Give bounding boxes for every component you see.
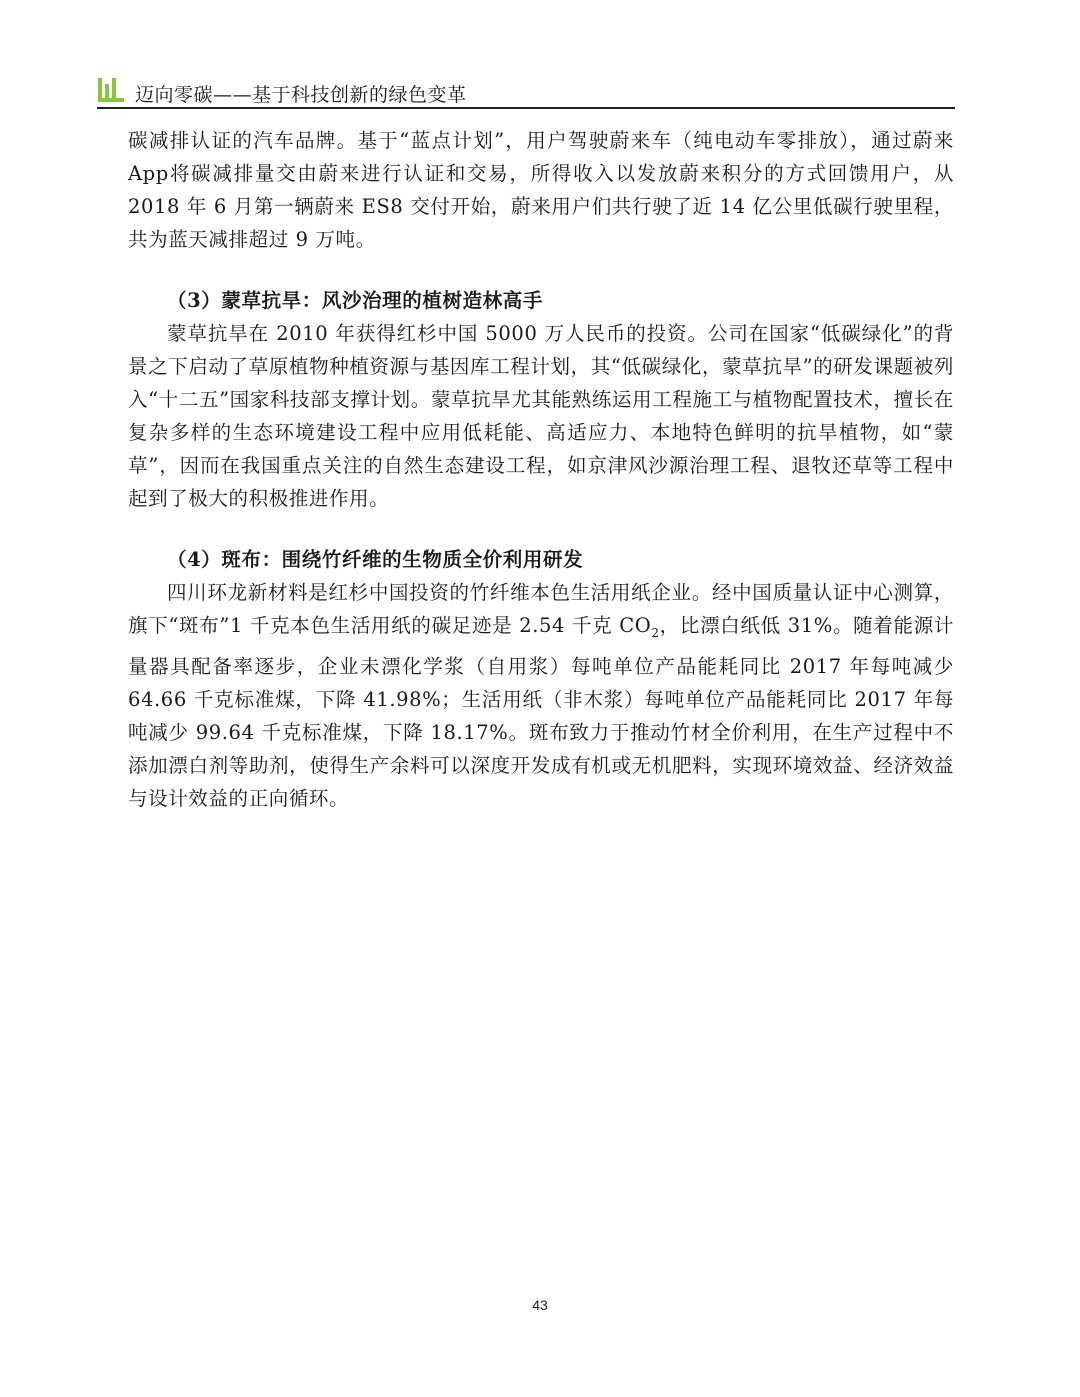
co2-subscript: 2 <box>651 625 660 640</box>
section-spacer <box>128 515 954 543</box>
page-header <box>97 76 955 110</box>
paragraph-section-4-part-a: 四川环龙新材料是红杉中国投资的竹纤维本色生活用纸企业。经中国质量认证中心测算，旗下“斑布”1 千克本色生活用纸的碳足迹是 2.54 千克 CO <box>128 581 954 637</box>
running-header-title: 迈向零碳——基于科技创新的绿色变革 <box>135 84 467 106</box>
section-heading-3: （3）蒙草抗旱：风沙治理的植树造林高手 <box>167 289 543 312</box>
page-body <box>128 124 954 815</box>
header-divider <box>97 107 955 109</box>
paragraph-section-4 <box>128 576 954 815</box>
paragraph-nio-continued: 碳减排认证的汽车品牌。基于“蓝点计划”，用户驾驶蔚来车（纯电动车零排放），通过蔚来App将碳减排量交由蔚来进行认证和交易，所得收入以发放蔚来积分的方式回馈用户，从 2018 年 6 月第一辆蔚来 ES8 交付开始，蔚来用户们共行驶了近 14 亿公里低碳行驶里程，共为蓝天减排超过 9 万吨。 <box>128 129 954 251</box>
section-heading-4: （4）斑布：围绕竹纤维的生物质全价利用研发 <box>167 548 584 571</box>
page-number: 43 <box>532 1297 548 1313</box>
publisher-logo-icon <box>97 76 125 104</box>
section-spacer <box>128 256 954 284</box>
paragraph-section-3: 蒙草抗旱在 2010 年获得红杉中国 5000 万人民币的投资。公司在国家“低碳绿化”的背景之下启动了草原植物种植资源与基因库工程计划，其“低碳绿化，蒙草抗旱”的研发课题被列入“十二五”国家科技部支撑计划。蒙草抗旱尤其能熟练运用工程施工与植物配置技术，擅长在复杂多样的生态环境建设工程中应用低耗能、高适应力、本地特色鲜明的抗旱植物，如“蒙草”，因而在我国重点关注的自然生态建设工程，如京津风沙源治理工程、退牧还草等工程中起到了极大的积极推进作用。 <box>128 322 954 510</box>
paragraph-section-4-part-b: ，比漂白纸低 31%。随着能源计量器具配备率逐步，企业未漂化学浆（自用浆）每吨单位产品能耗同比 2017 年每吨减少 64.66 千克标准煤，下降 41.98%；生活用纸（非木浆）每吨单位产品能耗同比 2017 年每吨减少 99.64 千克标准煤，下降 18.17%。斑布致力于推动竹材全价利用，在生产过程中不添加漂白剂等助剂，使得生产余料可以深度开发成有机或无机肥料，实现环境效益、经济效益与设计效益的正向循环。 <box>128 614 955 810</box>
